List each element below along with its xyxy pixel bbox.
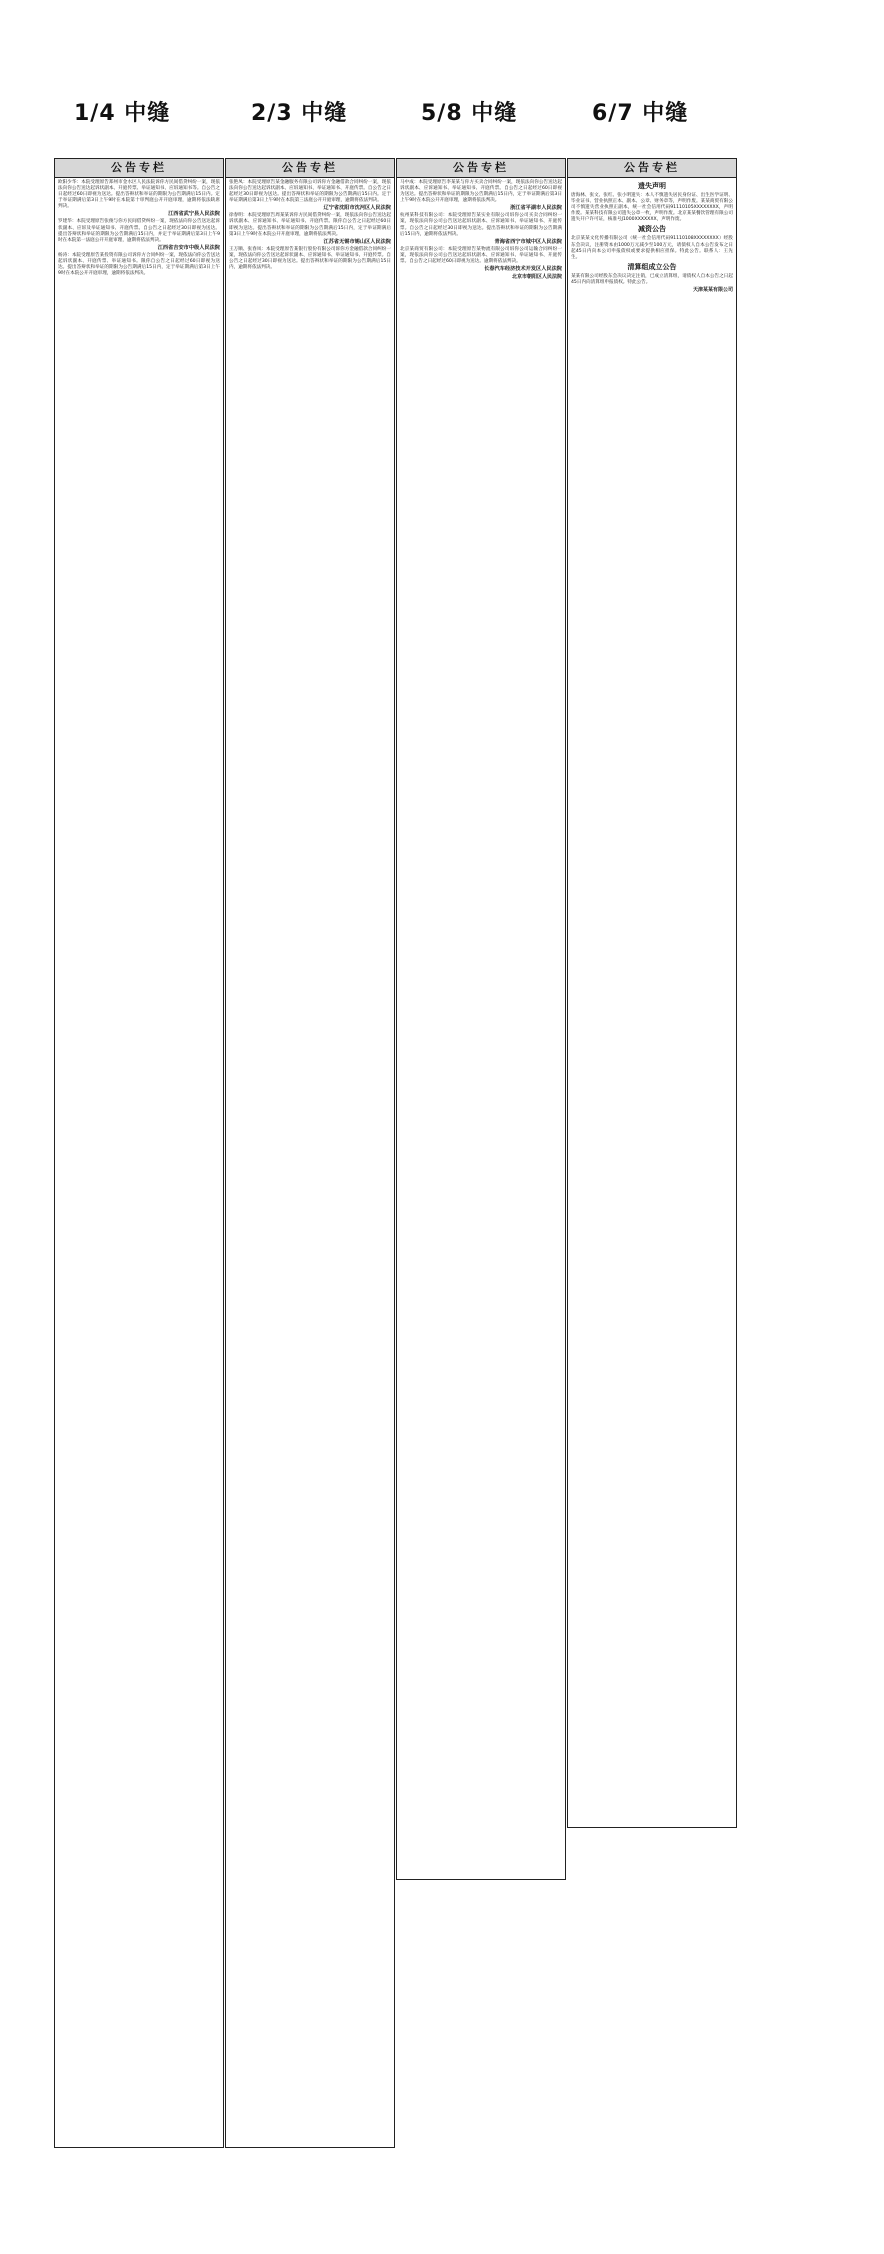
court-name: 浙江省平湖市人民法院: [510, 205, 562, 212]
section-header: 公告专栏: [397, 159, 565, 178]
court-name: 江西省吉安市中级人民法院: [157, 244, 220, 251]
column-title-4: 6/7 中缝: [592, 101, 689, 126]
notice-column-4: [567, 158, 737, 1828]
notice-text: 罗建华：本院受理原告张俊与你方民间借贷纠纷一案，现依法向你公告送达起诉状副本、应诉及举证通知书、开庭传票。自公告之日起经过30日即视为送达。提出答辩状和举证的期限为公告期满后15日内，并定于举证期满后第3日上午9时在本院第一法庭公开开庭审理，逾期将依法判决。: [58, 219, 220, 243]
notice-column-3: [396, 158, 566, 1880]
notice-text: 北京某某文化传播有限公司（统一社会信用代码91110108XXXXXXXX）经股东会决议，注册资本由1000万元减少至100万元，请债权人自本公告发布之日起45日内向本公司申报债权或要求提供相应担保。特此公告。联系人：王先生。: [571, 236, 733, 260]
court-name: 青海省西宁市城中区人民法院: [494, 238, 562, 245]
column-body: [226, 178, 394, 274]
signature: 北京市朝阳区人民法院: [511, 274, 562, 281]
court-name: 辽宁省沈阳市沈河区人民法院: [323, 205, 391, 212]
court-name: 江苏省无锡市锡山区人民法院: [323, 238, 391, 245]
column-title-1: 1/4 中缝: [74, 101, 171, 126]
column-body: [55, 178, 223, 280]
column-body: [397, 178, 565, 283]
subsection-heading: 遗失声明: [638, 182, 666, 190]
notice-text: 张艳凤：本院受理原告某金融服务有限公司诉你方金融借款合同纠纷一案，现依法向你公告送达起诉状副本、应诉通知书、举证通知书、开庭传票。自公告之日起经过30日即视为送达。提出答辩状和举证的期限为公告期满后15日内。定于举证期满后第3日上午9时在本院第三法庭公开开庭审理，逾期将依法判决。: [229, 180, 391, 204]
notice-text: 欧阳少华：本院受理原告郑州市金水区人民法院诉你方民间借贷纠纷一案，现依法向你公告送达起诉状副本、开庭传票、举证通知书、应诉通知书等。自公告之日起经过60日即视为送达。提出答辩状和举证的期限为公告期满后15日内。定于举证期满后第3日上午9时在本院第十审判庭公开开庭审理，逾期将依法缺席判决。: [58, 180, 220, 210]
notice-text: 王万顺、张春凤：本院受理原告某银行股份有限公司诉你方金融借款合同纠纷一案，现依法向你公告送达起诉状副本、应诉通知书、举证通知书、开庭传票。自公告之日起经过30日即视为送达。提出答辩状和举证的期限为公告期满后15日内，逾期将依法判决。: [229, 246, 391, 271]
notice-text: 徐春明：本院受理原告周某某诉你方民间借贷纠纷一案，现依法向你公告送达起诉状副本、应诉通知书、举证通知书、开庭传票。限你自公告之日起经过60日即视为送达。提出答辩状和举证的期限为公告期满后15日内，定于举证期满后第3日上午9时在本院公开开庭审理，逾期将依法判决。: [229, 213, 391, 237]
column-title-3: 5/8 中缝: [421, 101, 518, 126]
court-name: 长春汽车经济技术开发区人民法院: [484, 266, 562, 273]
subsection-heading: 清算组成立公告: [627, 262, 677, 271]
notice-column-1: [54, 158, 224, 2148]
notice-text: 某某有限公司经股东会决议决定注销，已成立清算组，请债权人自本公告之日起45日内向清算组申报债权。特此公告。: [571, 273, 733, 285]
notice-text: 杭州某科技有限公司：本院受理原告某实业有限公司诉你公司买卖合同纠纷一案，现依法向你公司公告送达起诉状副本、应诉通知书、举证通知书、开庭传票。自公告之日起经过30日即视为送达。提出答辩状和举证的期限为公告期满后15日内，逾期将依法判决。: [400, 213, 562, 237]
notice-text: 马中成：本院受理原告李某某与你方买卖合同纠纷一案，现依法向你公告送达起诉状副本、应诉通知书、举证通知书、开庭传票。自公告之日起经过60日即视为送达。提出答辩状和举证的期限为公告期满后15日内，定于举证期满后第3日上午9时在本院公开开庭审理，逾期将依法判决。: [400, 180, 562, 204]
subsection-heading: 减资公告: [638, 225, 666, 234]
notice-text: 北京某商贸有限公司：本院受理原告某物流有限公司诉你公司运输合同纠纷一案，现依法向你公司公告送达起诉状副本、应诉通知书、举证通知书、开庭传票。自公告之日起经过60日即视为送达。逾期将依法判决。: [400, 246, 562, 264]
notice-column-2: [225, 158, 395, 2148]
court-name: 江西省武宁县人民法院: [168, 211, 220, 218]
notice-text: 唐海林、张文、张红、张小明遗失：本人不慎遗失居民身份证、出生医学证明、毕业证书、营业执照正本、副本、公章、财务章等，声明作废。某某商贸有限公司不慎遗失营业执照正副本，统一社会信用代码91110105XXXXXXXX，声明作废。某某科技有限公司遗失公章一枚，声明作废。北京某某餐饮管理有限公司遗失开户许可证，核准号J1000XXXXXXX，声明作废。: [571, 193, 733, 223]
section-header: 公告专栏: [568, 159, 736, 178]
section-header: 公告专栏: [55, 159, 223, 178]
notice-text: 杨涛：本院受理原告某投资有限公司诉你方合同纠纷一案，现依法向你公告送达起诉状副本、开庭传票、举证通知书。限你自公告之日起经过60日即视为送达。提出答辩状和举证的期限为公告期满后15日内，定于举证期满后第3日上午9时在本院公开开庭审理，逾期将依法判决。: [58, 252, 220, 277]
section-header: 公告专栏: [226, 159, 394, 178]
column-body: [568, 178, 736, 296]
signature: 天津某某有限公司: [692, 287, 733, 294]
column-title-2: 2/3 中缝: [251, 101, 348, 126]
